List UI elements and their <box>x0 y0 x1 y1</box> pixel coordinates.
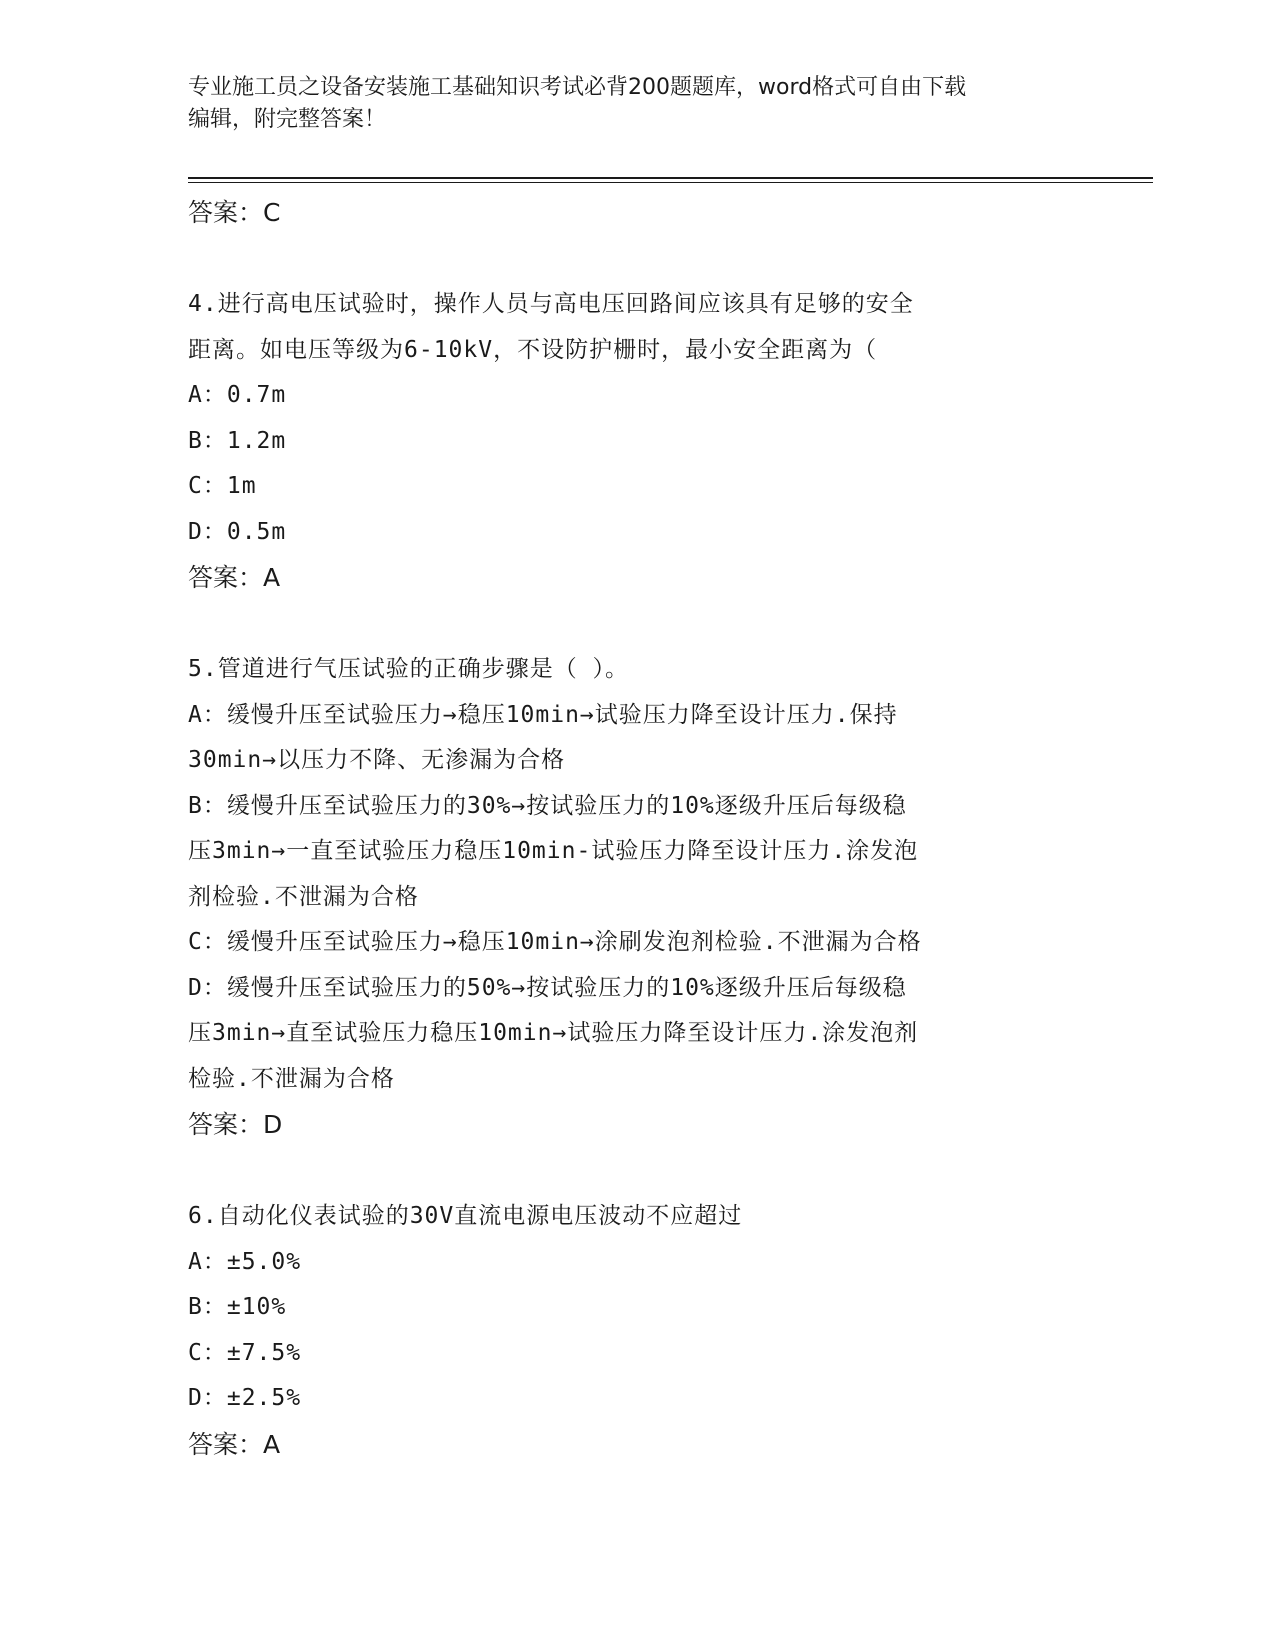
question-5-option-d-2: 压3min→直至试验压力稳压10min→试验压力降至设计压力.涂发泡剂 <box>188 1020 919 1046</box>
question-6-option-b: B：±10% <box>188 1294 287 1320</box>
question-6 <box>188 1194 1088 1468</box>
question-4-stem-2: 距离。如电压等级为6-10kV，不设防护栅时，最小安全距离为（ <box>188 336 878 363</box>
question-5-option-c: C：缓慢升压至试验压力→稳压10min→涂刷发泡剂检验.不泄漏为合格 <box>188 929 922 955</box>
question-6-answer: 答案：A <box>188 1429 281 1459</box>
question-5-option-b-1: B：缓慢升压至试验压力的30%→按试验压力的10%逐级升压后每级稳 <box>188 792 907 819</box>
question-6-option-c: C：±7.5% <box>188 1339 302 1366</box>
question-5-option-a-1: A：缓慢升压至试验压力→稳压10min→试验压力降至设计压力.保持 <box>188 701 898 728</box>
question-6-stem: 6.自动化仪表试验的30V直流电源电压波动不应超过 <box>188 1203 743 1229</box>
question-4 <box>188 282 1088 601</box>
question-5-option-a-2: 30min→以压力不降、无渗漏为合格 <box>188 747 566 773</box>
question-5-stem: 5.管道进行气压试验的正确步骤是（ ）。 <box>188 656 630 682</box>
header-divider <box>188 177 1153 179</box>
question-4-option-d: D：0.5m <box>188 518 287 545</box>
question-5-option-d-3: 检验.不泄漏为合格 <box>188 1065 395 1092</box>
question-4-option-c: C：1m <box>188 473 257 499</box>
question-5 <box>188 647 1088 1148</box>
question-6-option-a: A：±5.0% <box>188 1248 302 1275</box>
question-4-stem-1: 4.进行高电压试验时，操作人员与高电压回路间应该具有足够的安全 <box>188 291 914 317</box>
header-line-2: 编辑，附完整答案！ <box>188 107 387 132</box>
answer-prev-question: 答案：C <box>188 198 281 227</box>
header-line-1: 专业施工员之设备安装施工基础知识考试必背200题题库，word格式可自由下载 <box>188 75 967 100</box>
question-5-option-b-3: 剂检验.不泄漏为合格 <box>188 883 419 910</box>
question-5-option-b-2: 压3min→一直至试验压力稳压10min-试验压力降至设计压力.涂发泡 <box>188 838 919 864</box>
question-4-option-b: B：1.2m <box>188 427 287 454</box>
question-6-option-d: D：±2.5% <box>188 1385 302 1411</box>
question-4-option-a: A：0.7m <box>188 382 287 408</box>
question-4-answer: 答案：A <box>188 563 281 592</box>
question-5-option-d-1: D：缓慢升压至试验压力的50%→按试验压力的10%逐级升压后每级稳 <box>188 974 907 1001</box>
header-divider-thin <box>188 182 1153 183</box>
question-5-answer: 答案：D <box>188 1110 283 1139</box>
page-header <box>188 72 1088 136</box>
document-body <box>188 190 1088 1468</box>
